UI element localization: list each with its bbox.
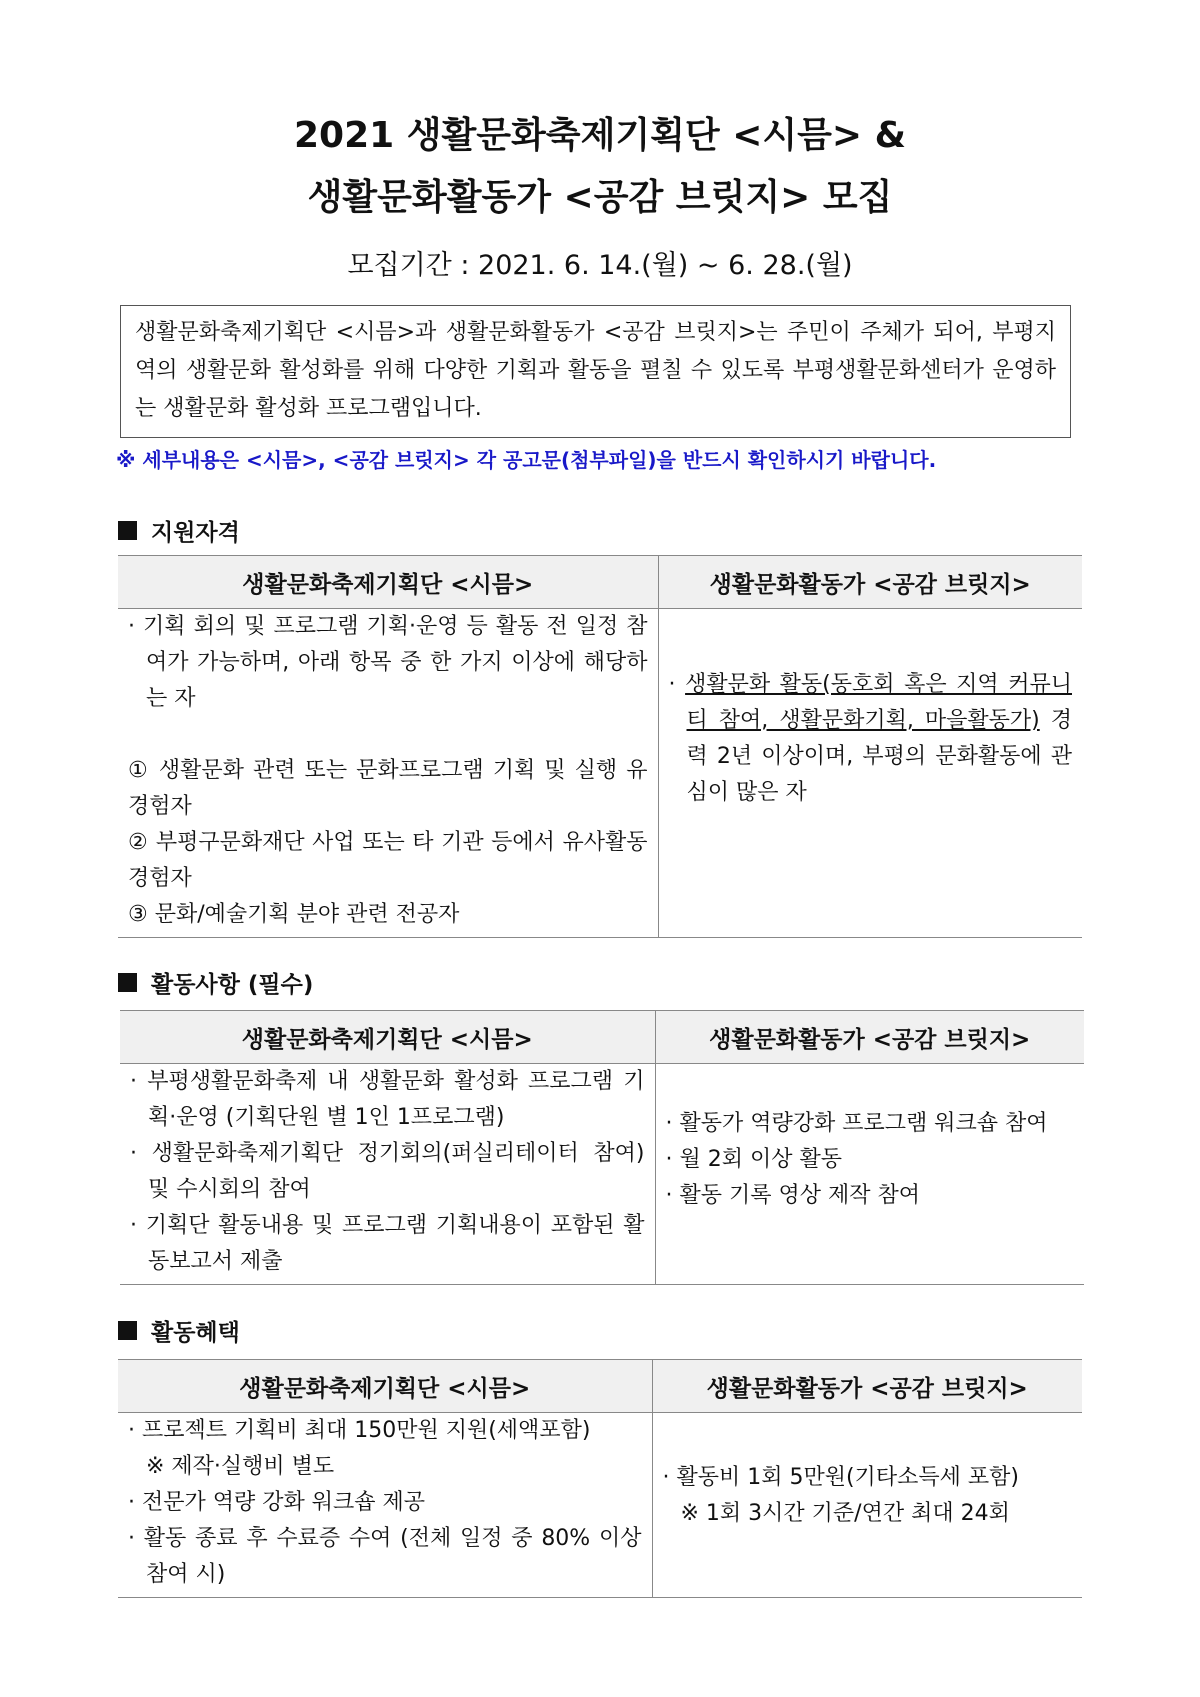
list-item: · 기획 회의 및 프로그램 기획·운영 등 활동 전 일정 참여가 가능하며, 아래 항목 중 한 가지 이상에 해당하는 자: [128, 614, 648, 711]
list-item: · 월 2회 이상 활동: [665, 1147, 842, 1172]
item-rest-text: 경력 2년 이상이며, 부평의 문화활동에 관심이 많은 자: [686, 708, 1073, 805]
column-header-left: 생활문화축제기획단 <시믐>: [118, 556, 658, 609]
list-item: · 부평생활문화축제 내 생활문화 활성화 프로그램 기획·운영 (기획단원 별 1인 1프로그램): [130, 1069, 645, 1130]
list-item: · 활동비 1회 5만원(기타소득세 포함): [662, 1465, 1019, 1490]
list-item: ① 생활문화 관련 또는 문화프로그램 기획 및 실행 유경험자: [128, 758, 648, 819]
section-heading-qualification: [118, 514, 240, 547]
square-bullet-icon: [118, 521, 137, 540]
bullet: ·: [668, 672, 686, 697]
list-item: · 전문가 역량 강화 워크숍 제공: [128, 1490, 425, 1515]
section-title: 활동사항 (필수): [151, 972, 314, 998]
column-header-left: 생활문화축제기획단 <시믐>: [120, 1011, 655, 1064]
section-heading-benefits: [118, 1314, 240, 1347]
list-item: [669, 667, 1073, 811]
list-item: ③ 문화/예술기획 분야 관련 전공자: [128, 902, 460, 927]
list-item: · 활동 기록 영상 제작 참여: [665, 1183, 920, 1208]
section-title: 활동혜택: [151, 1320, 240, 1346]
recruitment-period: 모집기간 : 2021. 6. 14.(월) ~ 6. 28.(월): [347, 250, 853, 281]
table-cell-right: [652, 1413, 1082, 1598]
activities-table: [120, 1010, 1084, 1285]
table-cell-left: [118, 1413, 652, 1598]
notice-text: ※ 세부내용은 <시믐>, <공감 브릿지> 각 공고문(첨부파일)을 반드시 확인하시기 바랍니다.: [116, 448, 937, 472]
section-heading-activities: [118, 966, 313, 999]
list-item: ※ 제작·실행비 별도: [146, 1454, 335, 1479]
square-bullet-icon: [118, 1321, 137, 1340]
underlined-text: 생활문화 활동(동호회 혹은 지역 커뮤니티 참여, 생활문화기획, 마을활동가): [685, 672, 1072, 733]
intro-box: 생활문화축제기획단 <시믐>과 생활문화활동가 <공감 브릿지>는 주민이 주체가 되어, 부평지역의 생활문화 활성화를 위해 다양한 기획과 활동을 펼칠 수 있도록 부평생활문화센터가 운영하는 생활문화 활성화 프로그램입니다.: [120, 305, 1071, 438]
column-header-left: 생활문화축제기획단 <시믐>: [118, 1360, 652, 1413]
qualification-table: [118, 555, 1082, 938]
list-item: · 프로젝트 기획비 최대 150만원 지원(세액포함): [128, 1418, 591, 1443]
list-item: · 기획단 활동내용 및 프로그램 기획내용이 포함된 활동보고서 제출: [130, 1213, 645, 1274]
list-item: · 활동가 역량강화 프로그램 워크숍 참여: [665, 1111, 1048, 1136]
table-cell-left: [120, 1064, 655, 1285]
table-cell-right: [655, 1064, 1084, 1285]
column-header-right: 생활문화활동가 <공감 브릿지>: [658, 556, 1082, 609]
column-header-right: 생활문화활동가 <공감 브릿지>: [655, 1011, 1084, 1064]
list-item: · 활동 종료 후 수료증 수여 (전체 일정 중 80% 이상 참여 시): [128, 1526, 642, 1587]
benefits-table: [118, 1359, 1082, 1598]
list-item: ※ 1회 3시간 기준/연간 최대 24회: [680, 1501, 1010, 1526]
list-item: ② 부평구문화재단 사업 또는 타 기관 등에서 유사활동 경험자: [128, 830, 648, 891]
square-bullet-icon: [118, 973, 137, 992]
list-item: · 생활문화축제기획단 정기회의(퍼실리테이터 참여) 및 수시회의 참여: [130, 1141, 645, 1202]
section-title: 지원자격: [151, 520, 240, 546]
page-title-line-2: 생활문화활동가 <공감 브릿지> 모집: [307, 177, 893, 218]
table-cell-left: [118, 609, 658, 938]
page-title-line-1: 2021 생활문화축제기획단 <시믐> &: [293, 115, 907, 156]
column-header-right: 생활문화활동가 <공감 브릿지>: [652, 1360, 1082, 1413]
table-cell-right: [658, 609, 1082, 938]
